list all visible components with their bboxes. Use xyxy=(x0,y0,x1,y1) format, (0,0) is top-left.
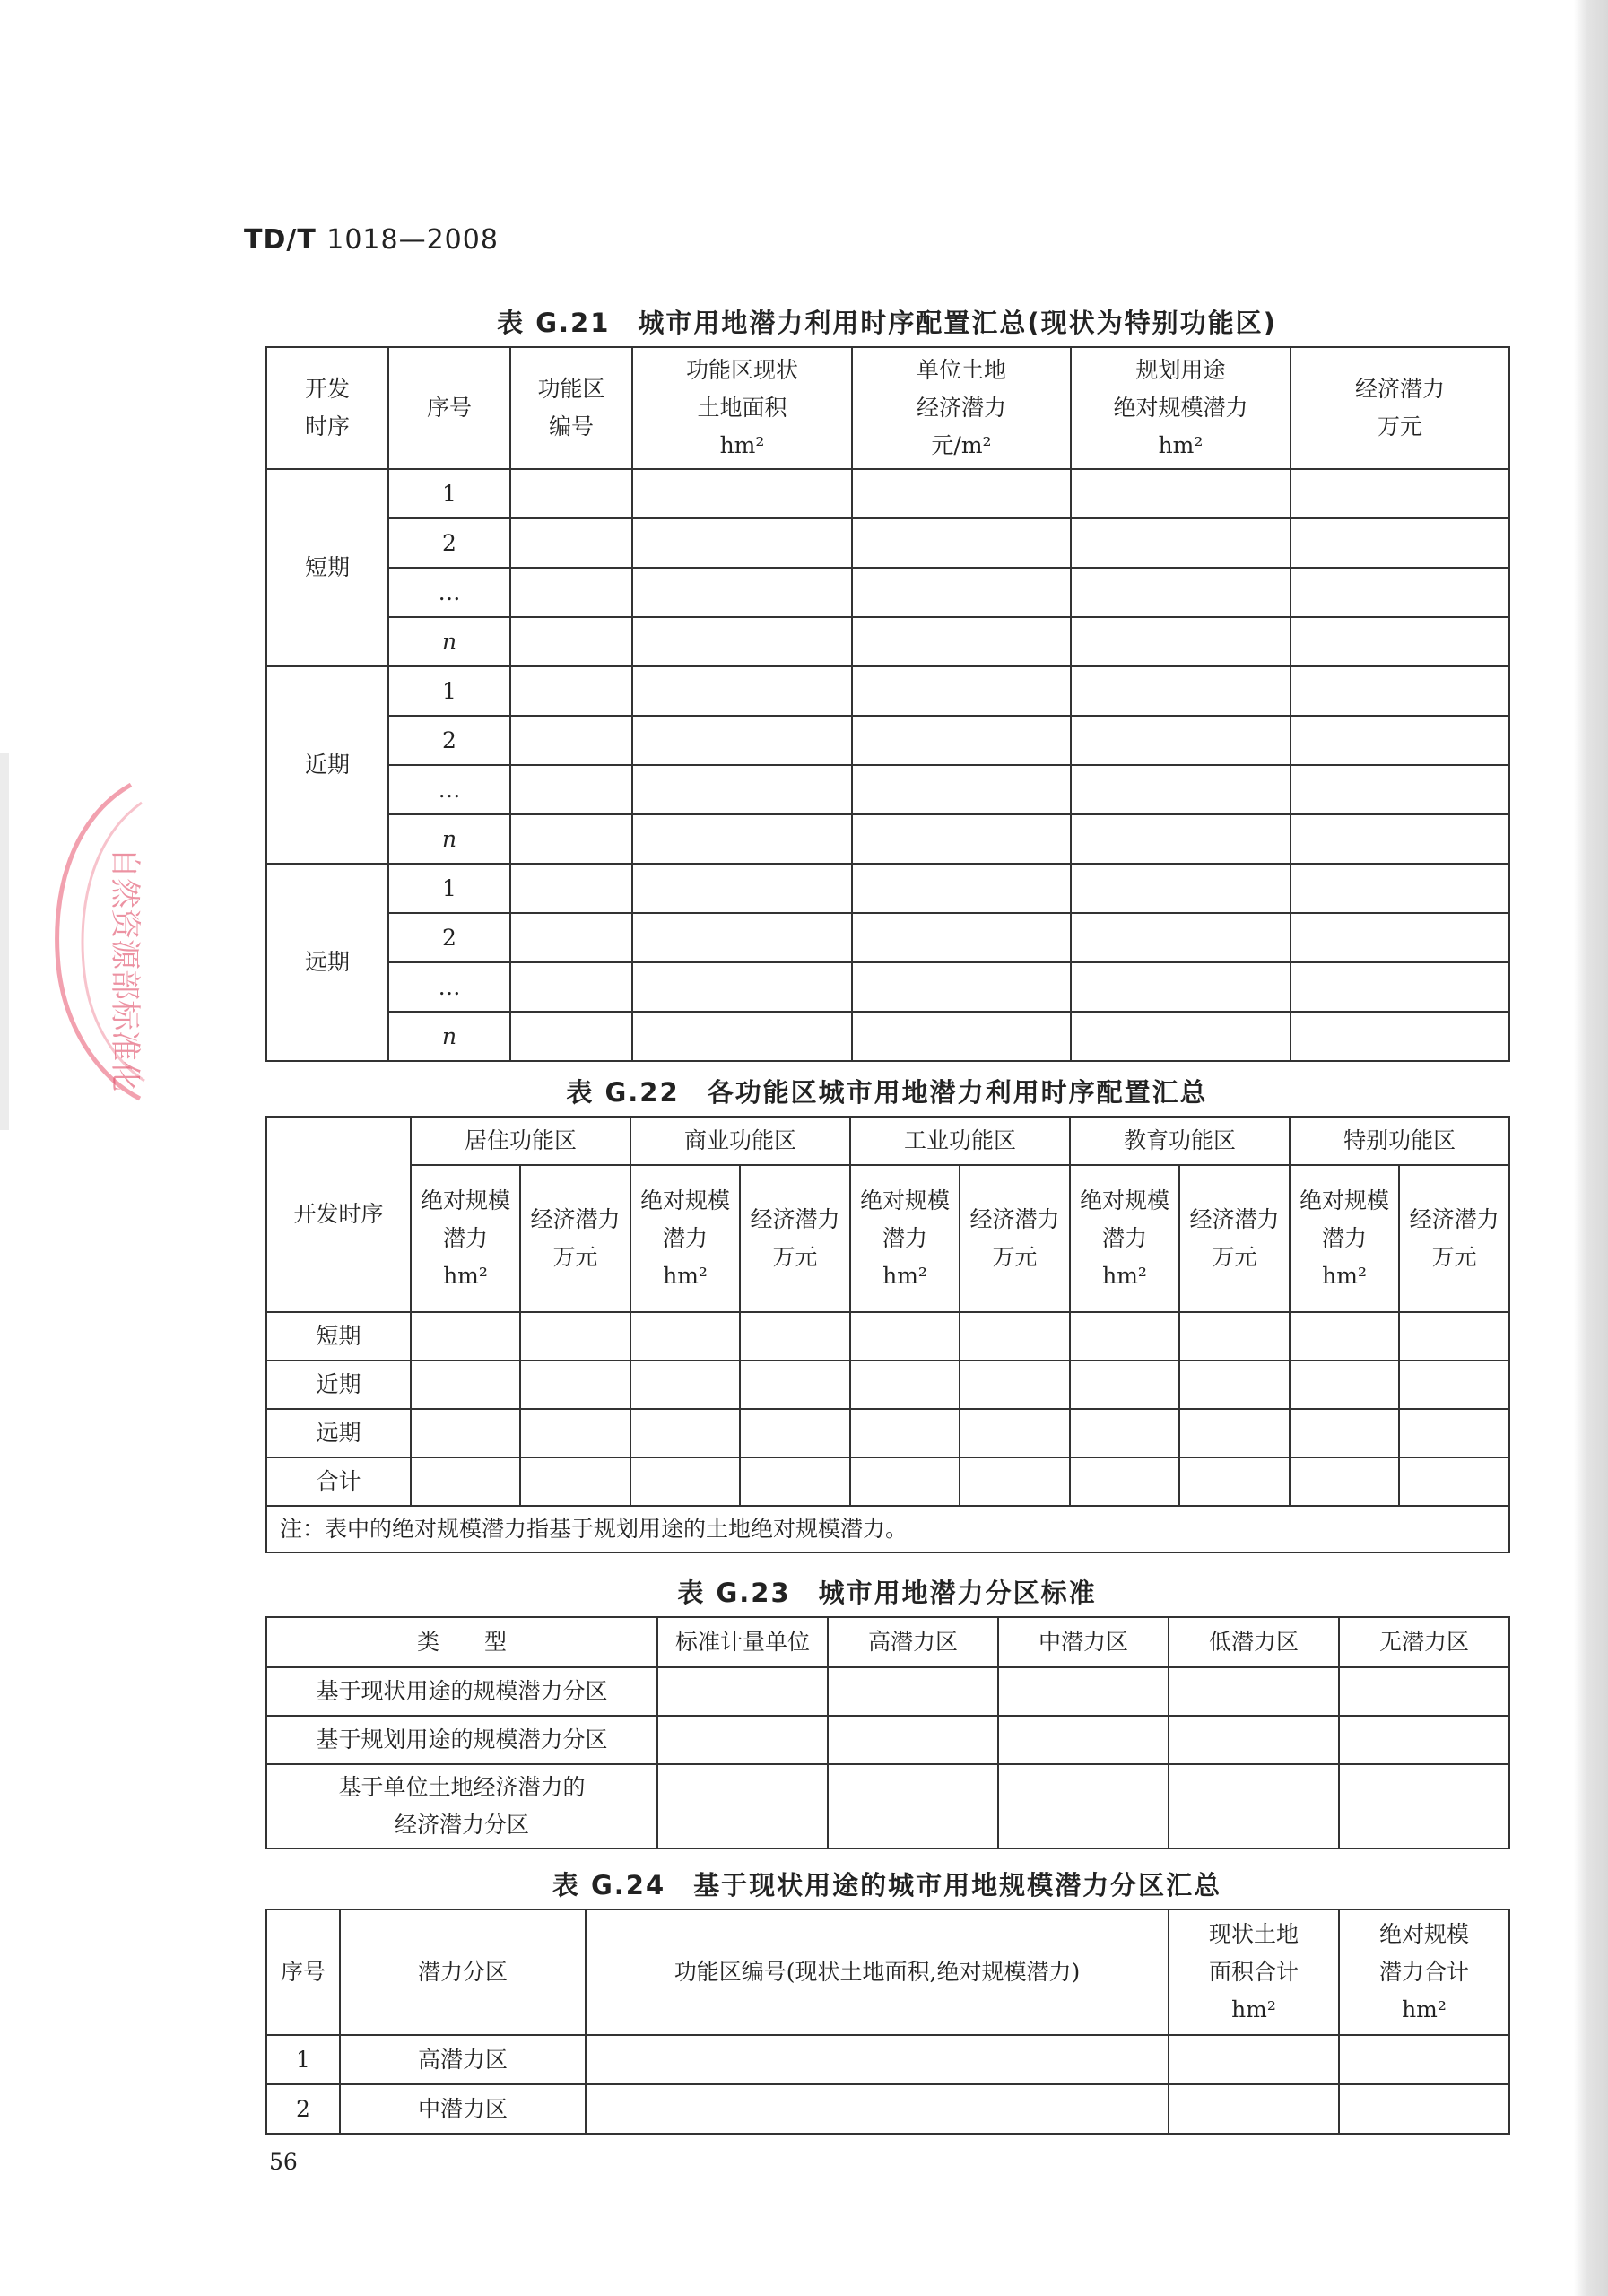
g23-header-none: 无潜力区 xyxy=(1339,1617,1509,1667)
table-row xyxy=(266,1764,1509,1848)
page-number: 56 xyxy=(269,2149,298,2175)
g23-row-label: 基于单位土地经济潜力的 经济潜力分区 xyxy=(266,1764,657,1848)
red-seal-stamp xyxy=(41,767,149,1108)
g24-header-abs: 绝对规模 潜力合计 hm² xyxy=(1339,1909,1509,2035)
g24-zone: 中潜力区 xyxy=(340,2084,586,2134)
table-g21 xyxy=(265,346,1510,1062)
g21-seq: 1 xyxy=(388,666,510,716)
g21-seq: … xyxy=(388,962,510,1012)
table-row xyxy=(266,913,1509,962)
table-row xyxy=(266,1312,1509,1361)
table-row xyxy=(266,962,1509,1012)
g21-seq: n xyxy=(388,814,510,864)
page-edge-shadow xyxy=(1574,0,1608,2296)
g22-sub-abs: 绝对规模 潜力 hm² xyxy=(850,1165,960,1312)
table-row xyxy=(266,1667,1509,1716)
g21-group-label: 短期 xyxy=(266,469,388,666)
table-g23 xyxy=(265,1616,1510,1849)
g21-header-unit: 单位土地 经济潜力 元/m² xyxy=(852,347,1071,469)
g22-header-zone: 特别功能区 xyxy=(1290,1117,1509,1165)
table-g23-header-row xyxy=(266,1617,1509,1667)
table-g22-header-row xyxy=(266,1117,1509,1165)
g22-sub-abs: 绝对规模 潜力 hm² xyxy=(1290,1165,1399,1312)
g22-sub-econ: 经济潜力 万元 xyxy=(1399,1165,1509,1312)
standard-header xyxy=(244,224,499,256)
g22-sub-econ: 经济潜力 万元 xyxy=(520,1165,630,1312)
table-row xyxy=(266,765,1509,814)
g21-header-zone: 功能区 编号 xyxy=(510,347,632,469)
table-row xyxy=(266,716,1509,765)
g22-row-label: 远期 xyxy=(266,1409,411,1457)
table-g22-subheader-row xyxy=(266,1165,1509,1312)
g22-sub-econ: 经济潜力 万元 xyxy=(1179,1165,1290,1312)
table-row xyxy=(266,1506,1509,1552)
g24-header-area: 现状土地 面积合计 hm² xyxy=(1169,1909,1339,2035)
table-row xyxy=(266,1012,1509,1061)
table-row xyxy=(266,1361,1509,1409)
g22-sub-abs: 绝对规模 潜力 hm² xyxy=(630,1165,740,1312)
standard-code: TD/T xyxy=(244,224,317,256)
table-row xyxy=(266,617,1509,666)
table-g21-caption: 表 G.21 城市用地潜力利用时序配置汇总(现状为特别功能区) xyxy=(497,308,1277,338)
g23-header-high: 高潜力区 xyxy=(828,1617,998,1667)
table-row xyxy=(266,2084,1509,2134)
table-row xyxy=(266,568,1509,617)
table-row xyxy=(266,2035,1509,2084)
g21-seq: n xyxy=(388,617,510,666)
g21-header-seq: 序号 xyxy=(388,347,510,469)
g21-seq: n xyxy=(388,1012,510,1061)
table-row xyxy=(266,469,1509,518)
g23-header-type: 类 型 xyxy=(266,1617,657,1667)
table-g23-caption: 表 G.23 城市用地潜力分区标准 xyxy=(677,1578,1097,1608)
table-row xyxy=(266,1409,1509,1457)
g21-header-dev: 开发 时序 xyxy=(266,347,388,469)
table-g21-header-row xyxy=(266,347,1509,469)
table-g24-caption: 表 G.24 基于现状用途的城市用地规模潜力分区汇总 xyxy=(552,1870,1222,1900)
g23-row-label: 基于规划用途的规模潜力分区 xyxy=(266,1716,657,1764)
g21-group-label: 近期 xyxy=(266,666,388,864)
g21-seq: 2 xyxy=(388,716,510,765)
g22-row-label: 短期 xyxy=(266,1312,411,1361)
g23-header-low: 低潜力区 xyxy=(1169,1617,1339,1667)
g21-header-plan: 规划用途 绝对规模潜力 hm² xyxy=(1071,347,1291,469)
g22-row-label: 近期 xyxy=(266,1361,411,1409)
table-row xyxy=(266,1716,1509,1764)
table-row xyxy=(266,1457,1509,1506)
table-g24 xyxy=(265,1909,1510,2135)
standard-number: 1018—2008 xyxy=(326,224,499,256)
g23-row-label: 基于现状用途的规模潜力分区 xyxy=(266,1667,657,1716)
g22-row-label: 合计 xyxy=(266,1457,411,1506)
table-row xyxy=(266,666,1509,716)
g22-header-zone: 工业功能区 xyxy=(850,1117,1070,1165)
g21-seq: 2 xyxy=(388,518,510,568)
g21-seq: … xyxy=(388,765,510,814)
g24-seq: 1 xyxy=(266,2035,340,2084)
g22-header-zone: 居住功能区 xyxy=(411,1117,630,1165)
table-row xyxy=(266,518,1509,568)
g21-seq: … xyxy=(388,568,510,617)
page-left-shadow xyxy=(0,753,9,1130)
g22-header-zone: 教育功能区 xyxy=(1070,1117,1290,1165)
stamp-text: 自然资源部标准化 xyxy=(107,848,143,1091)
g23-header-unit: 标准计量单位 xyxy=(657,1617,828,1667)
g21-seq: 1 xyxy=(388,864,510,913)
g23-header-mid: 中潜力区 xyxy=(998,1617,1169,1667)
g22-sub-abs: 绝对规模 潜力 hm² xyxy=(1070,1165,1179,1312)
table-g24-header-row xyxy=(266,1909,1509,2035)
g24-header-codes: 功能区编号(现状土地面积,绝对规模潜力) xyxy=(586,1909,1169,2035)
g22-sub-econ: 经济潜力 万元 xyxy=(960,1165,1070,1312)
g22-sub-abs: 绝对规模 潜力 hm² xyxy=(411,1165,520,1312)
table-g22-caption: 表 G.22 各功能区城市用地潜力利用时序配置汇总 xyxy=(566,1077,1208,1108)
g22-header-zone: 商业功能区 xyxy=(630,1117,850,1165)
g22-note: 注：表中的绝对规模潜力指基于规划用途的土地绝对规模潜力。 xyxy=(266,1506,1509,1552)
g24-header-zone: 潜力分区 xyxy=(340,1909,586,2035)
table-row xyxy=(266,864,1509,913)
g21-header-area: 功能区现状 土地面积 hm² xyxy=(632,347,852,469)
g21-seq: 1 xyxy=(388,469,510,518)
table-g22 xyxy=(265,1116,1510,1553)
g21-group-label: 远期 xyxy=(266,864,388,1061)
table-row xyxy=(266,814,1509,864)
g21-seq: 2 xyxy=(388,913,510,962)
g24-zone: 高潜力区 xyxy=(340,2035,586,2084)
g21-header-econ: 经济潜力 万元 xyxy=(1291,347,1509,469)
g24-seq: 2 xyxy=(266,2084,340,2134)
g24-header-seq: 序号 xyxy=(266,1909,340,2035)
g22-sub-econ: 经济潜力 万元 xyxy=(740,1165,850,1312)
g22-header-dev: 开发时序 xyxy=(266,1117,411,1312)
